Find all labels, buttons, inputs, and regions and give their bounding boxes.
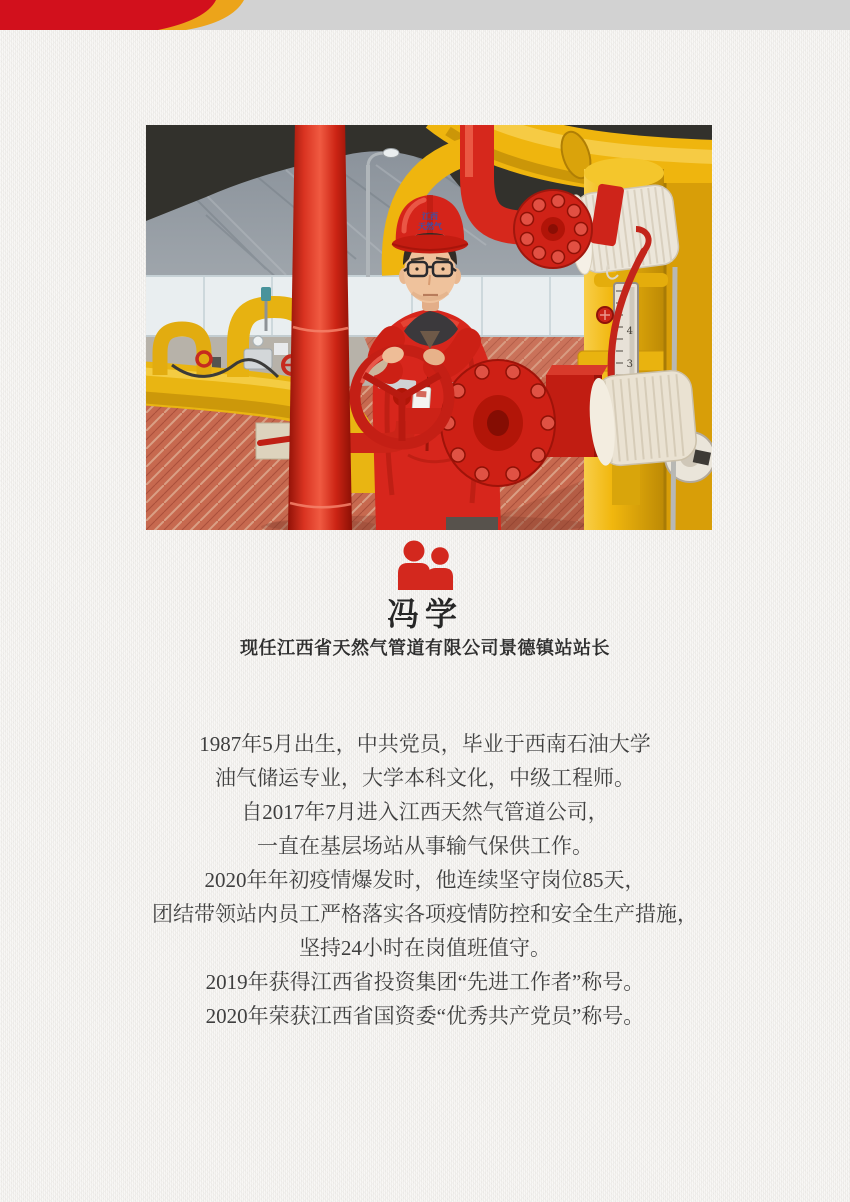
bio-text	[0, 727, 850, 1033]
helmet-text-top: 江西	[422, 212, 438, 221]
gauge-number-4: 4	[626, 326, 633, 337]
photo-lower-flange	[441, 360, 555, 486]
bio-line: 一直在基层场站从事输气保供工作。	[257, 834, 593, 858]
photo-upper-flange	[514, 190, 592, 268]
helmet-text-bottom: 天然气	[418, 222, 442, 231]
header-stripe	[0, 0, 850, 30]
people-icon	[0, 539, 850, 596]
person-title: 现任江西省天然气管道有限公司景德镇站站长	[240, 638, 610, 658]
gauge-number-3: 3	[626, 359, 633, 370]
photo-foreground-red-pipe	[288, 125, 352, 530]
bio-line: 坚持24小时在岗值班值守。	[299, 936, 551, 960]
person-name: 冯学	[386, 596, 463, 632]
bio-line: 油气储运专业，大学本科文化，中级工程师。	[215, 766, 635, 790]
bio-line: 团结带领站内员工严格落实各项疫情防控和安全生产措施，	[152, 902, 698, 926]
worker-photo	[146, 125, 712, 530]
bio-line: 2020年荣获江西省国资委“优秀共产党员”称号。	[205, 1004, 645, 1028]
bio-line: 2019年获得江西省投资集团“先进工作者”称号。	[205, 970, 645, 994]
bio-line: 自2017年7月进入江西天然气管道公司，	[241, 800, 609, 824]
bio-line: 1987年5月出生，中共党员，毕业于西南石油大学	[199, 732, 651, 756]
bio-line: 2020年年初疫情爆发时，他连续坚守岗位85天，	[204, 868, 646, 892]
